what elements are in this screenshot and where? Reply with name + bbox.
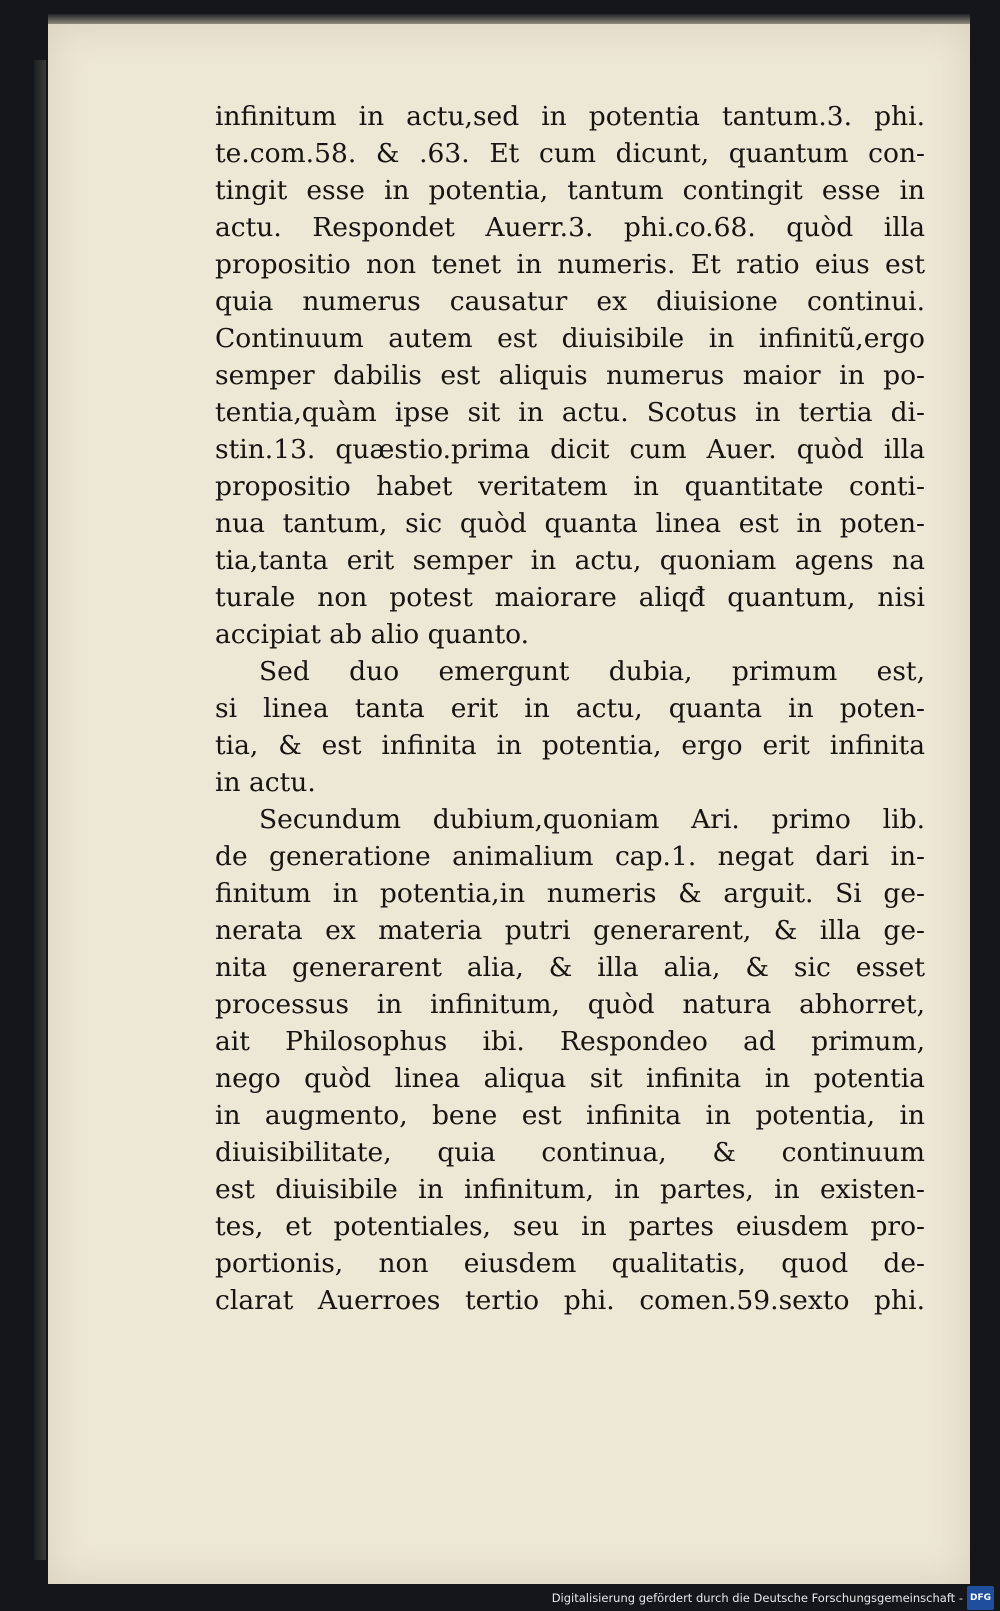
text-line: in augmento, bene est infinita in potentia, in — [215, 1100, 925, 1131]
text-line: si linea tanta erit in actu, quanta in poten- — [215, 693, 925, 724]
text-line: turale non potest maiorare aliqđ quantum, nisi — [215, 582, 925, 613]
credit-text: Digitalisierung gefördert durch die Deutsche Forschungsgemeinschaft - — [551, 1591, 963, 1605]
text-line: accipiat ab alio quanto. — [215, 619, 530, 650]
text-line: quia numerus causatur ex diuisione continui. — [215, 286, 925, 317]
text-line: te.com.58. & .63. Et cum dicunt, quantum con- — [215, 138, 925, 169]
text-line: stin.13. quæstio.prima dicit cum Auer. quòd illa — [215, 434, 925, 465]
text-line: tia,tanta erit semper in actu, quoniam agens na — [215, 545, 925, 576]
text-line: propositio habet veritatem in quantitate conti- — [215, 471, 925, 502]
page-text — [215, 98, 925, 1319]
text-line: propositio non tenet in numeris. Et ratio eius est — [215, 249, 925, 280]
text-line: portionis, non eiusdem qualitatis, quod de- — [215, 1248, 925, 1279]
text-line: in actu. — [215, 767, 316, 798]
page-top-edge — [48, 14, 970, 24]
text-line: tingit esse in potentia, tantum contingit esse in — [215, 175, 925, 206]
text-line: Continuum autem est diuisibile in infinitũ,ergo — [215, 323, 925, 354]
text-line: clarat Auerroes tertio phi. comen.59.sexto phi. — [215, 1285, 925, 1316]
text-line: tentia,quàm ipse sit in actu. Scotus in tertia di- — [215, 397, 925, 428]
text-line: processus in infinitum, quòd natura abhorret, — [215, 989, 925, 1020]
text-line: nego quòd linea aliqua sit infinita in potentia — [215, 1063, 925, 1094]
text-line: actu. Respondet Auerr.3. phi.co.68. quòd illa — [215, 212, 925, 243]
text-line: semper dabilis est aliquis numerus maior in po- — [215, 360, 925, 391]
text-line: finitum in potentia,in numeris & arguit. Si ge- — [215, 878, 925, 909]
text-line: est diuisibile in infinitum, in partes, in existen- — [215, 1174, 925, 1205]
text-line: nerata ex materia putri generarent, & illa ge- — [215, 915, 925, 946]
digitization-credit — [552, 1587, 994, 1609]
text-line: nita generarent alia, & illa alia, & sic esset — [215, 952, 925, 983]
text-line: tes, et potentiales, seu in partes eiusdem pro- — [215, 1211, 925, 1242]
page-left-edge — [34, 60, 46, 1560]
text-line: ait Philosophus ibi. Respondeo ad primum, — [215, 1026, 925, 1057]
text-line: de generatione animalium cap.1. negat dari in- — [215, 841, 925, 872]
text-line: tia, & est infinita in potentia, ergo erit infinita — [215, 730, 925, 761]
dfg-logo-icon: DFG — [967, 1586, 994, 1610]
text-line: Sed duo emergunt dubia, primum est, — [259, 656, 925, 687]
text-line: Secundum dubium,quoniam Ari. primo lib. — [259, 804, 925, 835]
text-line: diuisibilitate, quia continua, & continuum — [215, 1137, 925, 1168]
text-line: nua tantum, sic quòd quanta linea est in poten- — [215, 508, 925, 539]
text-line: infinitum in actu,sed in potentia tantum.3. phi. — [215, 101, 925, 132]
